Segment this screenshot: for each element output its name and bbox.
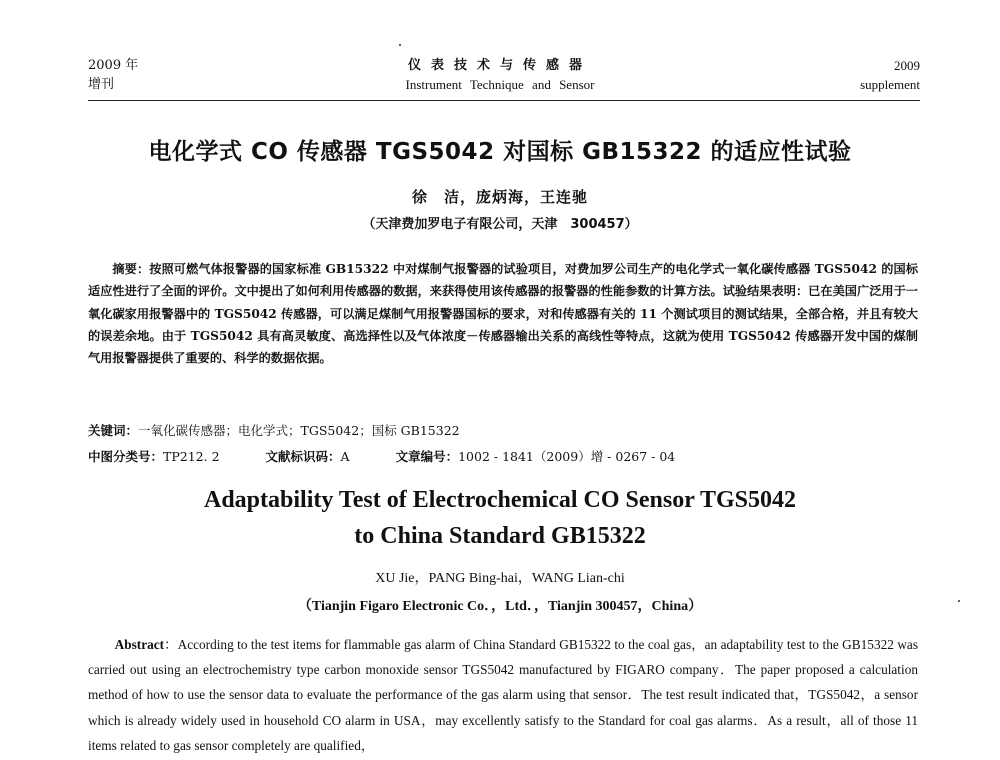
doc-code-value: A: [340, 449, 350, 464]
clc-value: TP212. 2: [163, 449, 220, 464]
running-header-right: [860, 56, 920, 94]
english-title: [0, 482, 1000, 554]
keywords-text: 一氧化碳传感器；电化学式；TGS5042；国标 GB15322: [138, 423, 460, 438]
header-rule: [88, 100, 920, 101]
article-number-label: 文章编号：: [395, 449, 459, 464]
english-abstract-label: Abstract: [114, 637, 165, 652]
header-issue: 增刊: [88, 77, 115, 92]
chinese-keywords: [88, 421, 460, 441]
english-abstract-text: ：According to the test items for flammable gas alarm of China Standard GB15322 to the coal gas，an adaptability test to the GB15322 was carried out using an electrochemistry type carbon monoxide sensor TGS5042 manufactured by FIGARO company．The paper proposed a calculation method of how to use the sensor data to evaluate the performance of the gas alarm using that sensor．The test result indicated that，TGS5042，a sensor which is already widely used in household CO alarm in USA，may excellently satisfy to the Standard for coal gas alarms．As a result，all of those 11 items related to gas sensor completely are qualified，: [88, 637, 918, 753]
header-issue-en: supplement: [860, 77, 920, 92]
english-abstract: [88, 632, 918, 758]
chinese-title: 电化学式 CO 传感器 TGS5042 对国标 GB15322 的适应性试验: [148, 139, 852, 165]
chinese-abstract-text: 按照可燃气体报警器的国家标准 GB15322 中对煤制气报警器的试验项目，对费加罗公司生产的电化学式一氧化碳传感器 TGS5042 的国标适应性进行了全面的评价。文中提出了如何利用传感器的数据，来获得使用该传感器的报警器的性能参数的计算方法。试验结果表明：已在美国广泛用于一氧化碳家用报警器中的 TGS5042 传感器，可以满足煤制气用报警器国标的要求，对和传感器有关的 11 个测试项目的测试结果，全部合格，并且有较大的误差余地。由于 TGS5042 具有高灵敏度、高选择性以及气体浓度－传感器输出关系的高线性等特点，这就为使用 TGS5042 传感器开发中国的煤制气用报警器提供了重要的、科学的数据依据。: [88, 262, 919, 366]
header-year: 2009 年: [88, 58, 139, 73]
english-title-line-2: to China Standard GB15322: [354, 523, 646, 549]
english-affiliation: （Tianjin Figaro Electronic Co．，Ltd．，Tianjin 300457，China）: [297, 599, 703, 614]
english-authors: XU Jie，PANG Bing-hai，WANG Lian-chi: [375, 571, 625, 586]
header-year-en: 2009: [894, 58, 920, 73]
article-number-value: 1002 - 1841（2009）增 - 0267 - 04: [458, 449, 676, 464]
doc-code-label: 文献标识码：: [265, 449, 341, 464]
chinese-abstract: [88, 258, 918, 369]
journal-name-en: Instrument Technique and Sensor: [405, 77, 595, 92]
chinese-abstract-label: 摘要：: [112, 262, 150, 276]
scan-speck: [399, 44, 401, 46]
chinese-affiliation: （天津费加罗电子有限公司，天津 300457）: [362, 217, 638, 232]
chinese-authors: 徐 洁，庞炳海，王连驰: [411, 188, 588, 206]
keywords-label: 关键词：: [88, 423, 139, 438]
classification-line: [88, 447, 675, 467]
english-title-line-1: Adaptability Test of Electrochemical CO Sensor TGS5042: [203, 487, 797, 513]
clc-label: 中图分类号：: [88, 449, 164, 464]
journal-name-cn: 仪表技术与传感器: [407, 58, 592, 73]
running-header-journal: [0, 56, 1000, 94]
